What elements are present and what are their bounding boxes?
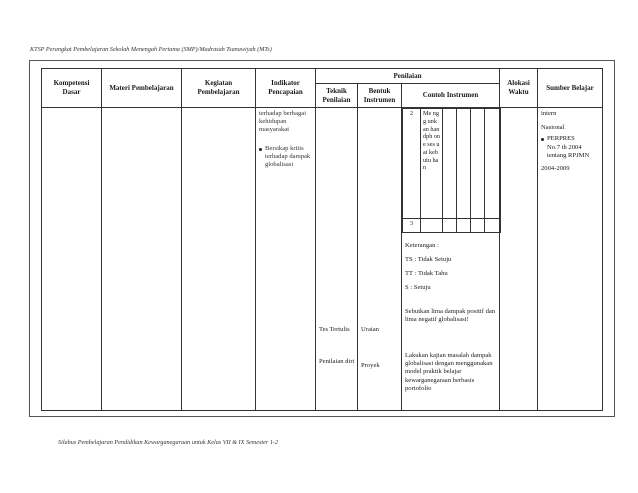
teknik-diri: Penilaian diri xyxy=(319,358,355,365)
header-kegiatan: Kegiatan Pembelajaran xyxy=(182,69,256,108)
sumber-bullet-item xyxy=(541,135,599,143)
cell-kompetensi xyxy=(42,108,102,411)
kuesioner-cell xyxy=(471,219,485,233)
kuesioner-cell xyxy=(443,219,457,233)
indikator-line: terhadap berbagai kehidupan masyarakat xyxy=(259,110,307,134)
bentuk-proyek: Proyek xyxy=(361,362,380,369)
kuesioner-cell xyxy=(457,109,471,219)
header-materi: Materi Pembelajaran xyxy=(102,69,182,108)
teknik-tes: Tes Tertulis xyxy=(319,326,350,333)
kuesioner-table xyxy=(402,108,501,233)
bullet-icon xyxy=(259,148,262,151)
bentuk-uraian: Uraian xyxy=(361,326,379,333)
cell-kegiatan xyxy=(182,108,256,411)
keterangan-title: Keterangan : xyxy=(405,242,439,249)
cell-alokasi xyxy=(500,108,538,411)
kuesioner-cell xyxy=(457,219,471,233)
header-sumber: Sumber Belajar xyxy=(538,69,603,108)
document-footer: Silabus Pembelajaran Pendidikan Kewarganegaraan untuk Kelas VII & IX Semester 1-2 xyxy=(58,439,279,446)
document-header: KTSP Perangkat Pembelajaran Sekolah Menengah Pertama (SMP)/Madrasah Tsanawiyah (MTs) xyxy=(30,46,272,53)
kuesioner-cell xyxy=(485,109,501,219)
kuesioner-cell xyxy=(485,219,501,233)
sumber-intern: intern xyxy=(541,110,557,117)
bullet-icon xyxy=(541,138,544,141)
header-penilaian: Penilaian xyxy=(316,69,500,84)
kuesioner-row-number: 3 xyxy=(403,219,421,233)
cell-bentuk xyxy=(358,108,402,411)
cell-teknik xyxy=(316,108,358,411)
header-kompetensi: Kompetensi Dasar xyxy=(42,69,102,108)
header-bentuk: Bentuk Instrumen xyxy=(358,84,402,108)
cell-indikator xyxy=(256,108,316,411)
kuesioner-row-text: Me ngg unk an han dph one ses uai keb utu han xyxy=(421,109,443,219)
keterangan-tt: TT : Tidak Tahu xyxy=(405,270,448,277)
kuesioner-row-number: 2 xyxy=(403,109,421,219)
cell-materi xyxy=(102,108,182,411)
sumber-nasional: Nasional xyxy=(541,124,565,132)
sumber-years: 2004-2009 xyxy=(541,165,570,173)
header-alokasi: Alokasi Waktu xyxy=(500,69,538,108)
sumber-perpres: PERPRES xyxy=(547,135,575,143)
soal-uraian: Sebutkan lima dampak positif dan lima negatif globalisasi! xyxy=(405,308,496,324)
header-contoh: Contoh Instrumen xyxy=(402,84,500,108)
cell-sumber xyxy=(538,108,603,411)
header-teknik: Teknik Penilaian xyxy=(316,84,358,108)
kuesioner-cell xyxy=(443,109,457,219)
keterangan-ts: TS : Tidak Setuju xyxy=(405,256,452,263)
indikator-bullet-text: Bersikap kritis terhadap dampak globalisasi xyxy=(265,144,311,169)
indikator-bullet-item xyxy=(259,145,312,170)
syllabus-table xyxy=(41,68,603,411)
sumber-no: No.7 th 2004 tentang RPJMN xyxy=(547,143,590,159)
keterangan-s: S : Setuju xyxy=(405,284,431,291)
header-indikator: Indikator Pencapaian xyxy=(256,69,316,108)
soal-proyek: Lakukan kajian masalah dampak globalisasi dengan menggunakan model praktik belajar kewarganegaraan berbasis portofolio xyxy=(405,352,493,392)
cell-contoh xyxy=(402,108,500,411)
kuesioner-cell xyxy=(421,219,443,233)
kuesioner-cell xyxy=(471,109,485,219)
